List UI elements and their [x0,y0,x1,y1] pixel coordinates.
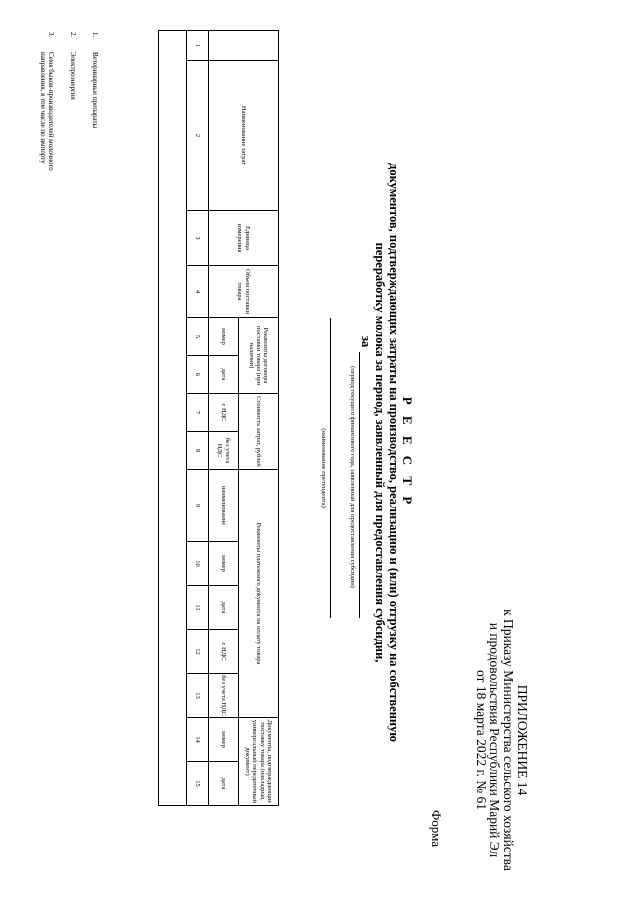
document-subtitle: документов, подтверждающих затраты на производство, реализацию и (или) отгрузку на собственную [387,163,401,742]
col-num: 4 [187,266,209,318]
row-number: 2. [69,32,77,38]
col-num: 7 [187,394,209,432]
header-contract: Реквизиты договора поставки товара (при наличии) [239,318,279,394]
col-num: 2 [187,61,209,211]
document-title: Р Е Е С Т Р [400,396,415,509]
appendix-line: и продовольствия Республики Марий Эл [487,622,503,858]
sub-number: номер [209,542,239,586]
sub-vat: с НДС [209,394,239,432]
sub-number: номер [209,318,239,356]
col-num: 11 [187,586,209,630]
row-number: 1. [91,32,99,38]
registry-table [158,30,279,806]
header-cost: Стоимость затрат, рублей [239,394,279,470]
header-unit: Единица измерения [209,211,279,266]
sub-name: наименование [209,470,239,542]
appendix-date: от 18 марта 2022 г. № 61 [473,669,489,811]
col-num: 10 [187,542,209,586]
applicant-field-line[interactable] [330,318,331,618]
row-text: Ветеринарные препараты [91,52,99,129]
applicant-caption: (наименование претендента) [320,428,327,508]
period-field-line[interactable] [359,352,360,618]
sub-date: дата [209,356,239,394]
row-number: 3. [47,32,55,38]
row-text: Семя быков-производителей молочного направления, в том числе по импорту [39,52,55,171]
period-prefix: за [359,336,373,348]
appendix-number: ПРИЛОЖЕНИЕ 14 [515,684,530,796]
sub-novat: без учета НДС [209,674,239,718]
sub-date: дата [209,586,239,630]
sub-number: номер [209,718,239,762]
appendix-line: к Приказу Министерства сельского хозяйства [501,609,517,871]
header-volume: Объем поставки товара [209,266,279,318]
row-text: Электроэнергия [69,52,77,100]
col-num: 9 [187,470,209,542]
header-cell [209,31,279,61]
header-payment: Реквизиты платежного документа на оплату товара [239,470,279,718]
sub-vat: с НДС [209,630,239,674]
period-caption: (период текущего финансового года, заявленный для предоставления субсидии) [349,366,356,588]
table-row [159,31,187,806]
col-num: 13 [187,674,209,718]
col-num: 6 [187,356,209,394]
header-docs: Документы, подтверждающие поставку товара (накладная, универсальный передаточный документ) [239,718,279,806]
col-num: 1 [187,31,209,61]
appendix-header [474,600,529,880]
col-num: 8 [187,432,209,470]
sub-novat: без учета НДС [209,432,239,470]
sub-date: дата [209,762,239,806]
col-num: 5 [187,318,209,356]
col-num: 15 [187,762,209,806]
header-name: Наименование затрат [209,61,279,211]
col-num: 14 [187,718,209,762]
document-subtitle: переработку молока за период, заявленный для предоставления субсидии, [373,242,387,663]
form-label: Форма [429,810,444,847]
col-num: 3 [187,211,209,266]
col-num: 12 [187,630,209,674]
